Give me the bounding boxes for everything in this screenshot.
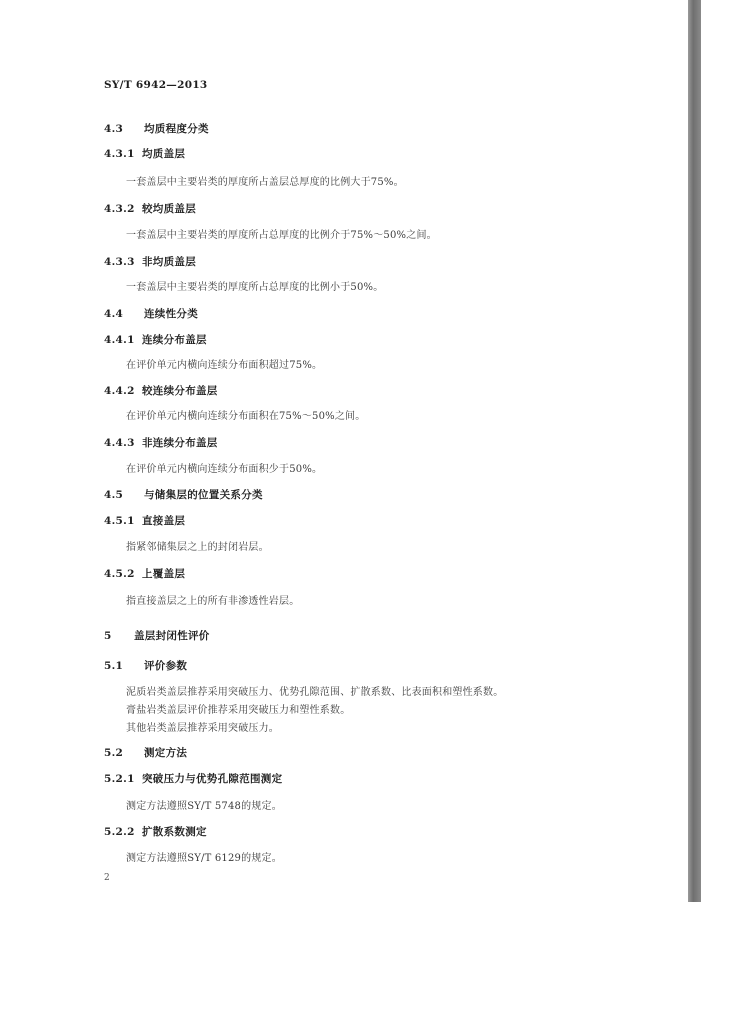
heading-4-4-1: [104, 333, 207, 347]
heading-title: 评价参数: [144, 660, 188, 672]
paragraph: 在评价单元内横向连续分布面积超过75%。: [126, 360, 323, 371]
heading-title: 直接盖层: [142, 515, 186, 527]
paragraph: 指紧邻储集层之上的封闭岩层。: [126, 542, 269, 553]
heading-title: 均质盖层: [142, 148, 186, 160]
heading-number: 4.3.1: [104, 148, 135, 160]
heading-number: 5.2.1: [104, 773, 135, 785]
heading-number: 4.5: [104, 489, 124, 501]
heading-number: 5.2: [104, 747, 124, 759]
heading-5-2: [104, 746, 187, 760]
paragraph: 测定方法遵照SY/T 5748的规定。: [126, 801, 282, 812]
heading-number: 5.1: [104, 660, 124, 672]
heading-number: 4.3: [104, 123, 124, 135]
heading-4-5-2: [104, 567, 185, 581]
heading-4-4: [104, 307, 198, 321]
paragraph: 一套盖层中主要岩类的厚度所占总厚度的比例小于50%。: [126, 282, 384, 293]
page-number: 2: [104, 873, 110, 883]
heading-title: 盖层封闭性评价: [134, 630, 210, 642]
heading-4-5: [104, 488, 263, 502]
heading-title: 测定方法: [144, 747, 188, 759]
heading-title: 上覆盖层: [142, 568, 186, 580]
heading-title: 与储集层的位置关系分类: [144, 489, 263, 501]
heading-title: 连续分布盖层: [142, 334, 207, 346]
heading-4-4-3: [104, 436, 218, 450]
document-id: SY/T 6942—2013: [104, 79, 208, 91]
heading-number: 4.4.2: [104, 385, 135, 397]
heading-title: 非连续分布盖层: [142, 437, 218, 449]
heading-4-3: [104, 122, 209, 136]
paragraph: 测定方法遵照SY/T 6129的规定。: [126, 853, 282, 864]
paragraph: 其他岩类盖层推荐采用突破压力。: [126, 723, 279, 734]
heading-number: 5.2.2: [104, 826, 135, 838]
heading-number: 4.4.3: [104, 437, 135, 449]
heading-title: 均质程度分类: [144, 123, 209, 135]
heading-4-3-1: [104, 147, 185, 161]
paragraph: 在评价单元内横向连续分布面积在75%～50%之间。: [126, 411, 366, 422]
heading-number: 5: [104, 630, 112, 642]
heading-title: 连续性分类: [144, 308, 198, 320]
heading-4-3-2: [104, 202, 196, 216]
paragraph: 泥质岩类盖层推荐采用突破压力、优势孔隙范围、扩散系数、比表面积和塑性系数。: [126, 687, 504, 698]
heading-4-5-1: [104, 514, 185, 528]
heading-number: 4.3.3: [104, 256, 135, 268]
heading-title: 较均质盖层: [142, 203, 196, 215]
heading-number: 4.5.1: [104, 515, 135, 527]
scan-edge-bar: [688, 0, 701, 902]
heading-5-2-2: [104, 825, 207, 839]
heading-number: 4.5.2: [104, 568, 135, 580]
heading-title: 非均质盖层: [142, 256, 196, 268]
heading-5: [104, 629, 210, 643]
heading-4-4-2: [104, 384, 218, 398]
paragraph: 指直接盖层之上的所有非渗透性岩层。: [126, 596, 300, 607]
paragraph: 一套盖层中主要岩类的厚度所占总厚度的比例介于75%～50%之间。: [126, 230, 437, 241]
heading-number: 4.3.2: [104, 203, 135, 215]
paragraph: 在评价单元内横向连续分布面积少于50%。: [126, 464, 323, 475]
paragraph: 一套盖层中主要岩类的厚度所占盖层总厚度的比例大于75%。: [126, 177, 404, 188]
heading-title: 扩散系数测定: [142, 826, 207, 838]
heading-number: 4.4.1: [104, 334, 135, 346]
heading-title: 突破压力与优势孔隙范围测定: [142, 773, 283, 785]
heading-title: 较连续分布盖层: [142, 385, 218, 397]
heading-number: 4.4: [104, 308, 124, 320]
heading-4-3-3: [104, 255, 196, 269]
paragraph: 膏盐岩类盖层评价推荐采用突破压力和塑性系数。: [126, 705, 351, 716]
heading-5-1: [104, 659, 187, 673]
heading-5-2-1: [104, 772, 282, 786]
